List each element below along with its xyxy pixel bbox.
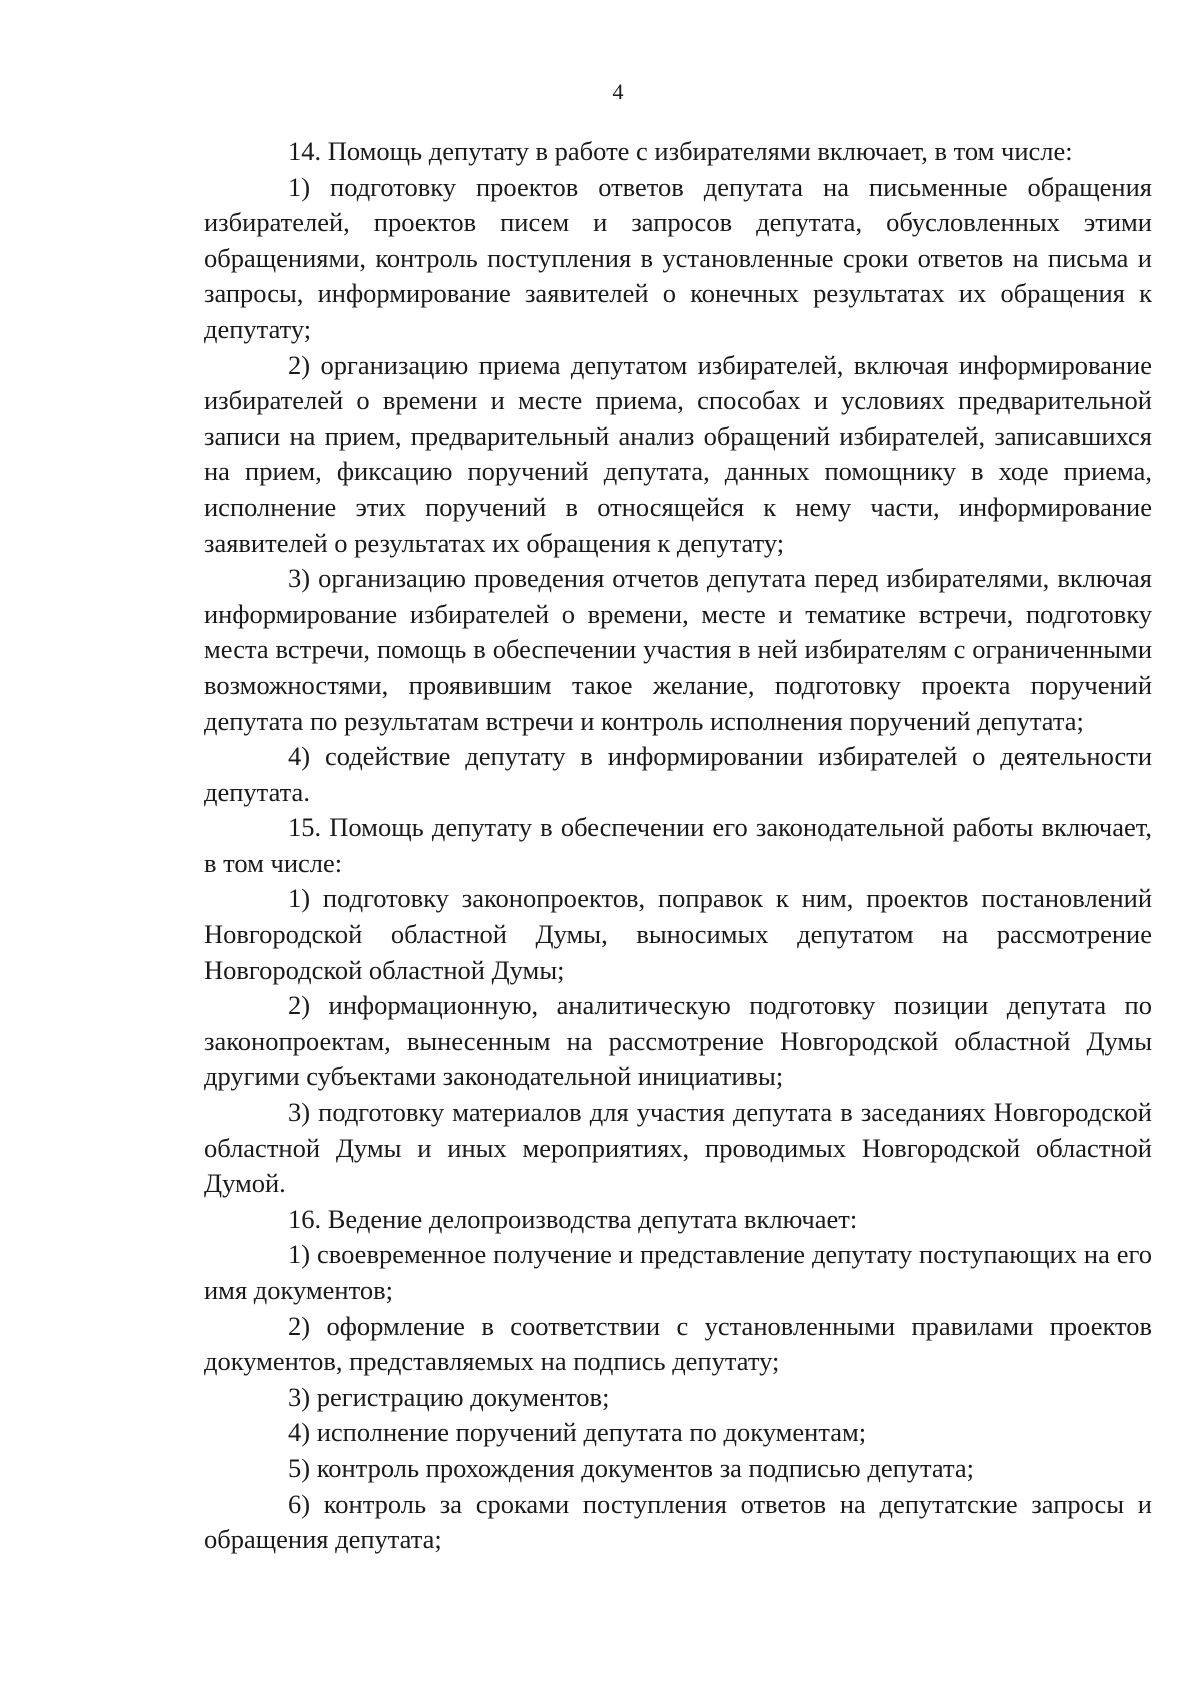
paragraph-16-item-3: 3) регистрацию документов; [288,1381,610,1412]
paragraph-14-item-1: 1) подготовку проектов ответов депутата на письменные обращения избирателей, проектов писем и запросов депутата, обусловленных этими обращениями, контроль поступления в установленные сроки ответов на письма и запросы, информирование заявителей о конечных результатах их обращения к депутату; [204,171,1152,344]
paragraph-16-heading: 16. Ведение делопроизводства депутата включает: [288,1203,858,1234]
paragraph-15-item-1: 1) подготовку законопроектов, поправок к ним, проектов постановлений Новгородской областной Думы, выносимых депутатом на рассмотрение Новгородской областной Думы; [204,883,1152,985]
paragraph-14-heading: 14. Помощь депутату в работе с избирателями включает, в том числе: [288,136,1073,166]
paragraph-15-item-2: 2) информационную, аналитическую подготовку позиции депутата по законопроектам, вынесенным на рассмотрение Новгородской областной Думы другими субъектами законодательной инициативы; [204,990,1152,1092]
paragraph-16-item-1: 1) своевременное получение и представление депутату поступающих на его имя документов; [204,1239,1152,1305]
document-body [204,134,1152,1558]
paragraph-15-heading: 15. Помощь депутату в обеспечении его законодательной работы включает, в том числе: [204,812,1152,878]
paragraph-14-item-2: 2) организацию приема депутатом избирателей, включая информирование избирателей о времени и месте приема, способах и условиях предварительной записи на прием, предварительный анализ обращений избирателей, записавшихся на прием, фиксацию поручений депутата, данных помощнику в ходе приема, исполнение этих поручений в относящейся к нему части, информирование заявителей о результатах их обращения к депутату; [204,349,1152,558]
paragraph-14-item-3: 3) организацию проведения отчетов депутата перед избирателями, включая информирование избирателей о времени, месте и тематике встречи, подготовку места встречи, помощь в обеспечении участия в ней избирателям с ограниченными возможностями, проявившим такое желание, подготовку проекта поручений депутата по результатам встречи и контроль исполнения поручений депутата; [204,563,1152,736]
paragraph-16-item-6: 6) контроль за сроками поступления ответов на депутатские запросы и обращения депутата; [204,1488,1152,1555]
paragraph-16-item-2: 2) оформление в соответствии с установленными правилами проектов документов, представляемых на подпись депутату; [204,1310,1152,1377]
paragraph-14-item-4: 4) содействие депутату в информировании избирателей о деятельности депутата. [204,741,1152,807]
paragraph-16-item-5: 5) контроль прохождения документов за подписью депутата; [288,1452,975,1483]
paragraph-16-item-4: 4) исполнение поручений депутата по документам; [288,1417,867,1448]
paragraph-15-item-3: 3) подготовку материалов для участия депутата в заседаниях Новгородской областной Думы и иных мероприятиях, проводимых Новгородской областной Думой. [204,1097,1152,1199]
page-number: 4 [612,79,624,104]
